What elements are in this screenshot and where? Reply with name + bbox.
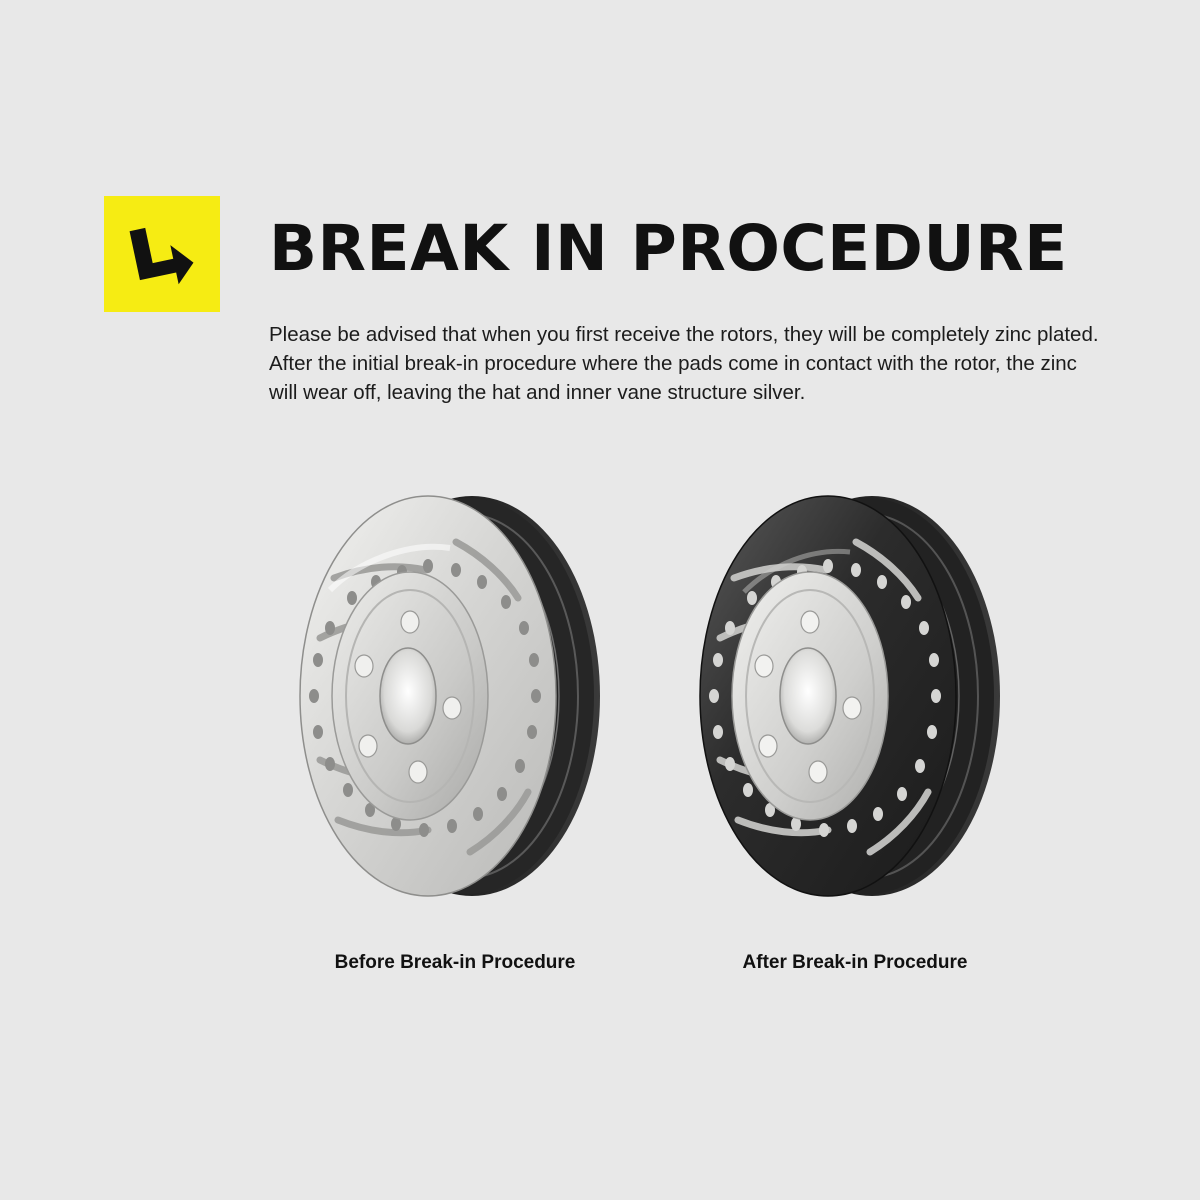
header <box>104 196 1104 316</box>
description-paragraph: Please be advised that when you first receive the rotors, they will be completely zinc plated. After the initial break-in procedure where the pads come in contact with the rotor, the zinc will wear off, leaving the hat and inner vane structure silver. <box>269 323 1099 404</box>
page-title: BREAK IN PROCEDURE <box>269 212 1068 285</box>
figure-group <box>180 470 1080 1010</box>
arrow-badge <box>104 196 220 312</box>
down-right-arrow-icon <box>125 217 199 291</box>
rotor-image-after <box>660 470 1050 930</box>
rotor-image-before <box>260 470 650 930</box>
figure-after <box>660 470 1050 1010</box>
figure-caption-before: Before Break-in Procedure <box>334 952 576 973</box>
figure-before <box>260 470 650 1010</box>
figure-caption-after: After Break-in Procedure <box>742 952 968 973</box>
